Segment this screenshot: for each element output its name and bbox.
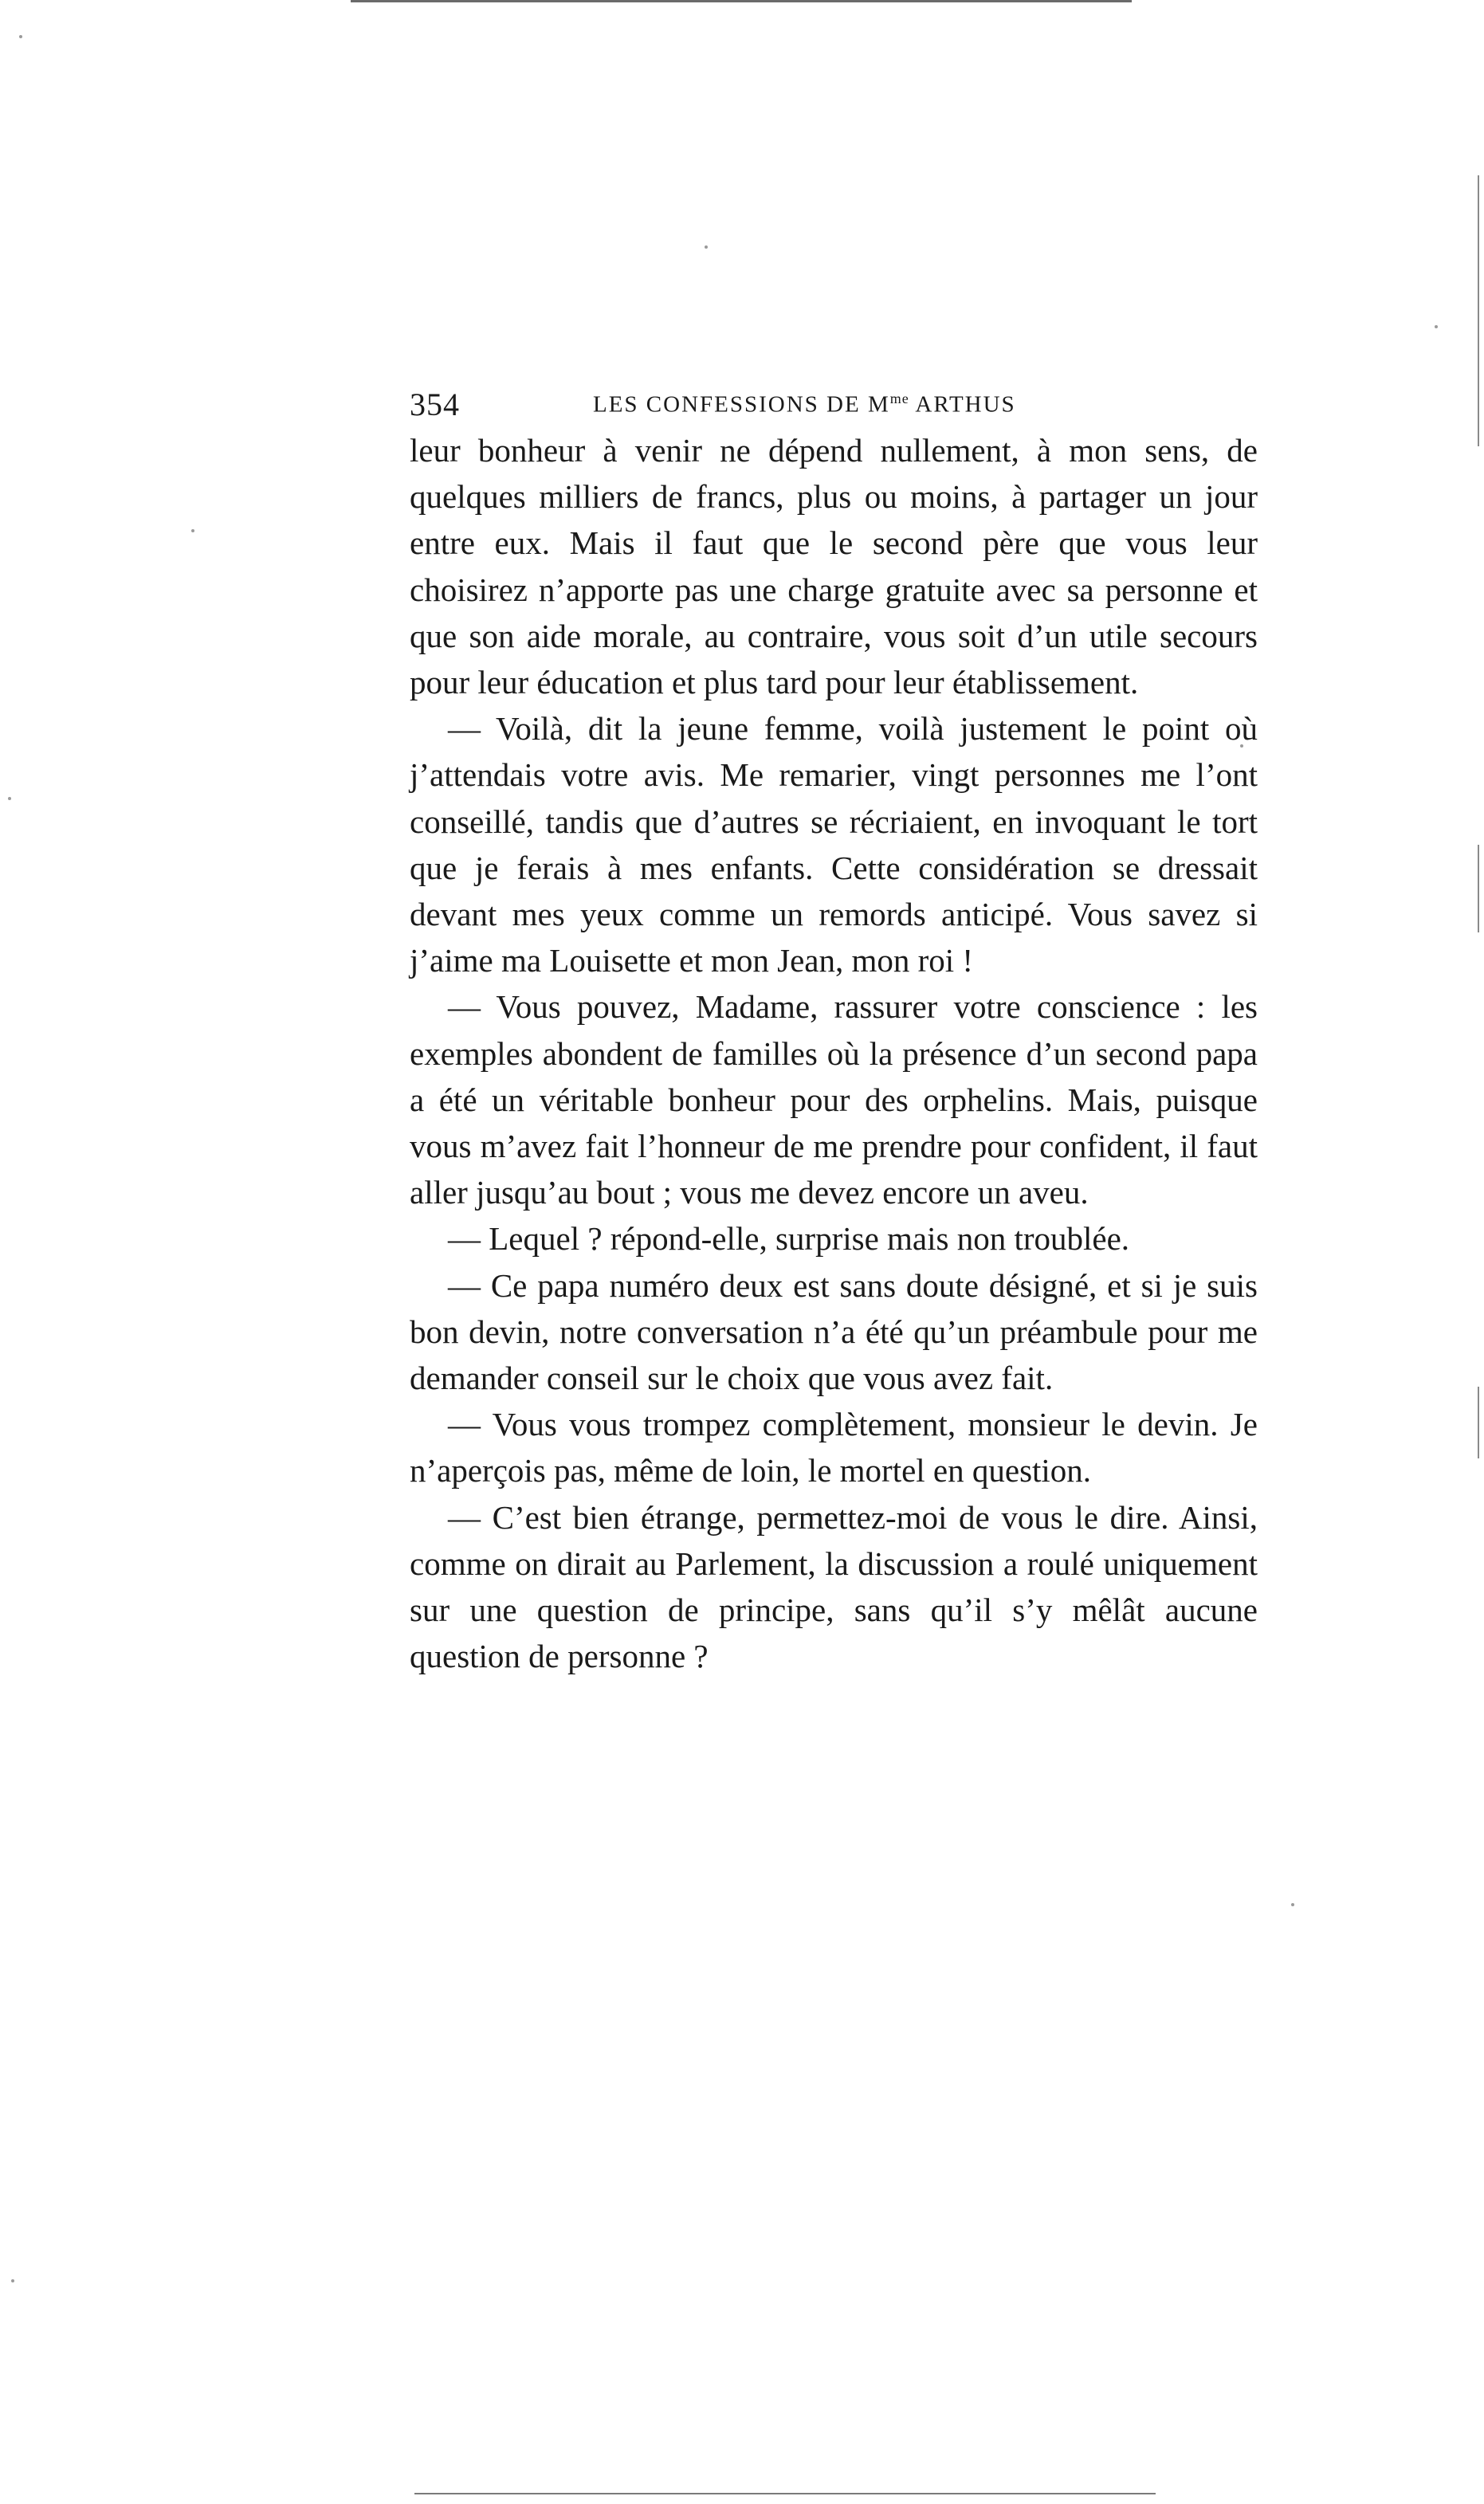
top-edge-rule: [351, 0, 1132, 2]
book-page: [410, 375, 1258, 1679]
scan-speck: [191, 529, 194, 532]
paragraph: — Vous pouvez, Madame, rassurer votre conscience : les exemples abondent de familles où la présence d’un second papa a été un véritable bonheur pour des orphelins. Mais, puisque vous m’avez fait l’honneur de me prendre pour confident, il faut aller jusqu’au bout ; vous me devez encore un aveu.: [410, 988, 1258, 1211]
running-head: [593, 391, 1016, 418]
body-text: [410, 427, 1258, 1679]
running-head-text: LES CONFESSIONS DE M: [593, 391, 890, 418]
running-head-text: ARTHUS: [909, 391, 1016, 418]
scan-speck: [19, 35, 22, 38]
scan-speck: [705, 245, 708, 249]
paragraph: leur bonheur à venir ne dépend nullement, à mon sens, de quelques milliers de francs, plus ou moins, à partager un jour entre eux. Mais il faut que le second père que vous leur choisirez n’apporte pas une charge gratuite avec sa personne et que son aide morale, au contraire, vous soit d’un utile secours pour leur éducation et plus tard pour leur établissement.: [410, 432, 1258, 701]
scan-speck: [1291, 1903, 1294, 1906]
running-head-superscript: me: [889, 391, 909, 406]
paragraph: — Lequel ? répond-elle, surprise mais non troublée.: [448, 1220, 1130, 1258]
scan-speck: [1435, 325, 1438, 328]
paragraph: — Vous vous trompez complètement, monsieur le devin. Je n’aperçois pas, même de loin, le mortel en question.: [410, 1406, 1258, 1489]
paragraph: — C’est bien étrange, permettez-moi de vous le dire. Ainsi, comme on dirait au Parlement, la discussion a roulé uniquement sur une question de principe, sans qu’il s’y mêlât aucune question de personne ?: [410, 1498, 1258, 1675]
paragraph: — Voilà, dit la jeune femme, voilà justement le point où j’attendais votre avis. Me remarier, vingt personnes me l’ont conseillé, tandis que d’autres se récriaient, en invoquant le tort que je ferais à mes enfants. Cette considération se dressait devant mes yeux comme un remords anticipé. Vous savez si j’aime ma Louisette et mon Jean, mon roi !: [410, 710, 1258, 979]
right-margin-mark: [1478, 845, 1479, 932]
right-margin-mark: [1478, 1387, 1479, 1458]
scan-speck: [11, 2279, 14, 2282]
paragraph: — Ce papa numéro deux est sans doute désigné, et si je suis bon devin, notre conversation n’a été qu’un préambule pour me demander conseil sur le choix que vous avez fait.: [410, 1266, 1258, 1397]
page-header: [410, 375, 1258, 422]
scan-speck: [8, 797, 11, 800]
bottom-edge-rule: [414, 2493, 1156, 2494]
right-margin-mark: [1478, 175, 1479, 446]
page-number: 354: [410, 387, 460, 422]
